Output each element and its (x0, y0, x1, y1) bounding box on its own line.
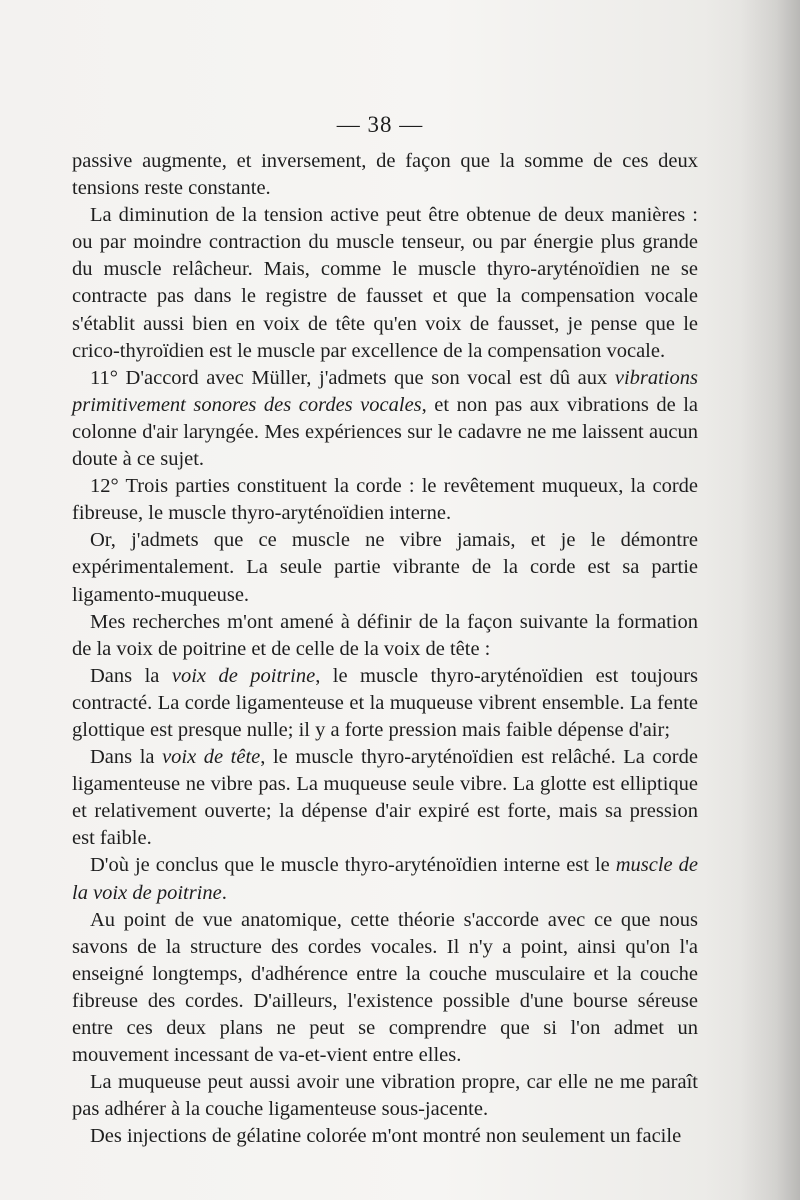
paragraph-9 (72, 852, 698, 906)
page-spine-shadow (740, 0, 800, 1200)
paragraph-7-text: Dans la (90, 664, 172, 687)
paragraph-3-emphasis: vibrations primitivement sonores des cordes vocales (72, 366, 698, 416)
paragraph-2: La diminution de la tension active peut être obtenue de deux manières : ou par moindre contraction du muscle tenseur, ou par énergie plus grande du muscle relâcheur. Mais, comme le muscle thyro-aryténoïdien ne se contracte pas dans le registre de fausset et que la compensation vocale s'établit aussi bien en voix de tête qu'en voix de fausset, je pense que le crico-thyroïdien est le muscle par excellence de la compensation vocale. (72, 204, 698, 362)
paragraph-8-text: Dans la (90, 746, 163, 769)
paragraph-9-text: D'où je conclus que le muscle thyro-aryténoïdien interne est le (90, 854, 616, 877)
paragraph-3-text: 11° D'accord avec Müller, j'admets que son vocal est dû aux (90, 366, 615, 389)
page-number: — 38 — (336, 112, 424, 137)
paragraph-7-text-end: , le muscle thyro-aryténoïdien est toujours contracté. La corde ligamenteuse et la muqueuse vibrent ensemble. La fente glottique est presque nulle; il y a forte pression mais faible dépense d'air; (72, 664, 699, 741)
paragraph-4: 12° Trois parties constituent la corde : le revêtement muqueux, la corde fibreuse, le muscle thyro-aryténoïdien interne. (72, 475, 698, 525)
paragraph-8 (72, 744, 698, 852)
paragraph-11: La muqueuse peut aussi avoir une vibration propre, car elle ne me paraît pas adhérer à la couche ligamenteuse sous-jacente. (72, 1071, 698, 1121)
paragraph-9-text-end: . (221, 881, 227, 904)
paragraph-8-emphasis: voix de tête (162, 746, 261, 769)
paragraph-3 (72, 365, 698, 473)
paragraph-6: Mes recherches m'ont amené à définir de la façon suivante la formation de la voix de poitrine et de celle de la voix de tête : (72, 610, 698, 660)
paragraph-10: Au point de vue anatomique, cette théorie s'accorde avec ce que nous savons de la structure des cordes vocales. Il n'y a point, ainsi qu'on l'a enseigné longtemps, d'adhérence entre la couche musculaire et la couche fibreuse des cordes. D'ailleurs, l'existence possible d'une bourse séreuse entre ces deux plans ne peut se comprendre que si l'on admet un mouvement incessant de va-et-vient entre elles. (72, 908, 698, 1067)
paragraph-1: passive augmente, et inversement, de façon que la somme de ces deux tensions reste constante. (72, 150, 698, 200)
paragraph-7-emphasis: voix de poitrine (171, 664, 316, 687)
paragraph-3-text-end: , et non pas aux vibrations de la colonne d'air laryngée. Mes expériences sur le cadavre ne me laissent aucun doute à ce sujet. (72, 393, 698, 471)
paragraph-8-text-end: , le muscle thyro-aryténoïdien est relâché. La corde ligamenteuse ne vibre pas. La muqueuse seule vibre. La glotte est elliptique et relativement ouverte; la dépense d'air expiré est forte, mais sa pression est faible. (72, 746, 698, 850)
paragraph-12: Des injections de gélatine colorée m'ont montré non seulement un facile (90, 1125, 682, 1148)
body-text (72, 148, 698, 1150)
paragraph-5: Or, j'admets que ce muscle ne vibre jamais, et je le démontre expérimentalement. La seule partie vibrante de la corde est sa partie ligamento-muqueuse. (72, 529, 698, 606)
paragraph-9-emphasis: muscle de la voix de poitrine (72, 854, 698, 904)
paragraph-7 (72, 663, 698, 744)
